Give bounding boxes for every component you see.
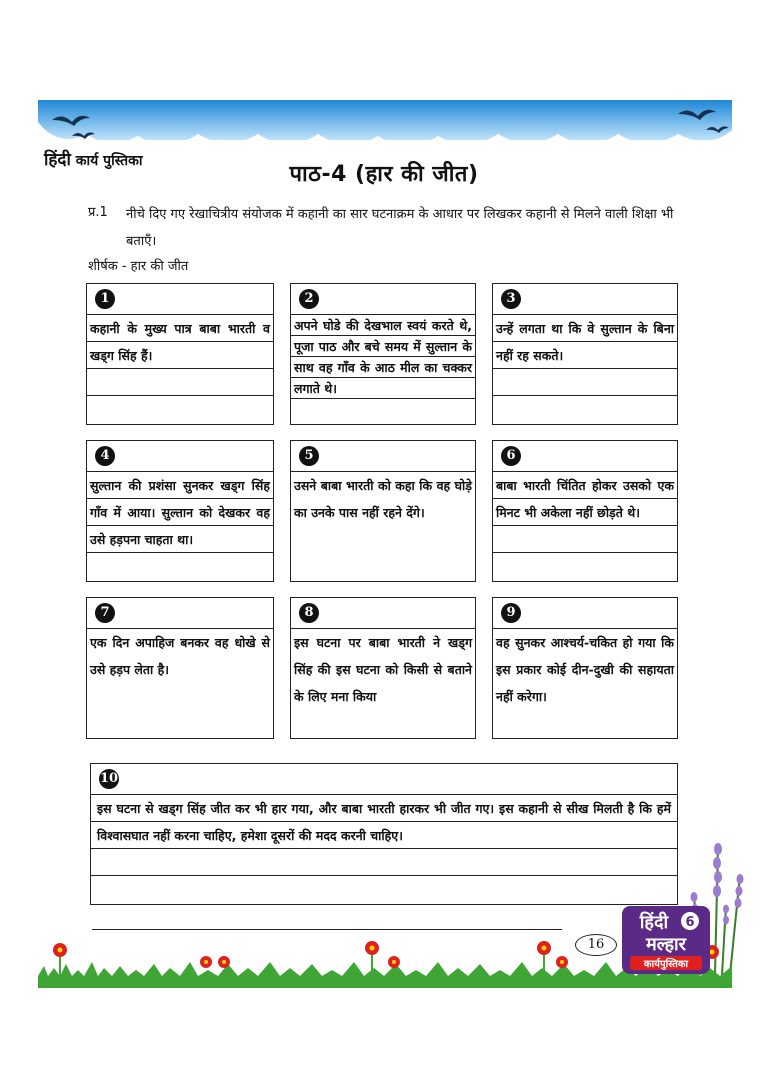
book-logo <box>620 904 712 976</box>
box-text: इस घटना से खड्ग सिंह जीत कर भी हार गया, और बाबा भारती हारकर भी जीत गए। इस कहानी से सीख मिलती है कि हमें विश्वासघात नहीं करना चाहिए, हमेशा दूसरों की मदद करनी चाहिए। <box>97 801 671 843</box>
event-box-5 <box>290 440 476 582</box>
footer-line <box>92 929 562 930</box>
box-text: बाबा भारती चिंतित होकर उसको एक मिनट भी अकेला नहीं छोड़ते थे। <box>496 478 674 520</box>
event-box-3 <box>492 283 678 425</box>
question-text: नीचे दिए गए रेखाचित्रीय संयोजक में कहानी का सार घटनाक्रम के आधार पर लिखकर कहानी से मिलने वाली शिक्षा भी बताएँ। <box>126 207 674 249</box>
box-text: वह सुनकर आश्चर्य-चकित हो गया कि इस प्रकार कोई दीन-दुखी की सहायता नहीं करेगा। <box>496 635 674 704</box>
brand-rest: कार्य पुस्तिका <box>75 153 143 169</box>
question-number: प्र.1 <box>88 205 108 220</box>
box-text: अपने घोडे की देखभाल स्वयं करते थे, पूजा पाठ और बचे समय में सुल्तान के साथ वह गाँव के आठ मील का चक्कर लगाते थे। <box>294 318 472 396</box>
page-title: पाठ-4 (हार की जीत) <box>289 162 479 187</box>
moral-box-10 <box>90 763 678 905</box>
story-heading: शीर्षक - हार की जीत <box>88 259 189 274</box>
box-text: एक दिन अपाहिज बनकर वह धोखे से उसे हड़प लेता है। <box>90 635 270 677</box>
box-number: 8 <box>299 603 319 623</box>
event-box-7 <box>86 597 274 739</box>
box-text: सुल्तान की प्रशंसा सुनकर खड्ग सिंह गाँव में आया। सुल्तान को देखकर वह उसे हड़पना चाहता था। <box>90 478 270 547</box>
event-box-1 <box>86 283 274 425</box>
box-number: 10 <box>99 769 119 789</box>
event-box-9 <box>492 597 678 739</box>
box-text: उसने बाबा भारती को कहा कि वह घोड़े का उनके पास नहीं रहने देंगे। <box>294 478 472 520</box>
box-text: उन्हें लगता था कि वे सुल्तान के बिना नहीं रह सकते। <box>496 321 674 363</box>
box-text: कहानी के मुख्य पात्र बाबा भारती व खड्ग सिंह हैं। <box>90 321 270 363</box>
box-number: 2 <box>299 289 319 309</box>
box-number: 6 <box>501 446 521 466</box>
box-number: 7 <box>95 603 115 623</box>
event-box-6 <box>492 440 678 582</box>
box-number: 5 <box>299 446 319 466</box>
logo-malhar: मल्हार <box>645 934 687 955</box>
page-number: 16 <box>575 934 617 956</box>
logo-class-number: 6 <box>685 915 695 930</box>
logo-hindi: हिंदी <box>639 912 669 933</box>
box-number: 3 <box>501 289 521 309</box>
flower-icon <box>200 956 230 968</box>
box-text: इस घटना पर बाबा भारती ने खड्ग सिंह की इस घटना को किसी से बताने के लिए मना किया <box>294 635 472 704</box>
logo-workbook: कार्यपुस्तिका <box>643 959 689 970</box>
event-box-2 <box>290 283 476 425</box>
event-box-8 <box>290 597 476 739</box>
brand-hindi: हिंदी <box>44 150 71 170</box>
box-number: 1 <box>95 289 115 309</box>
box-number: 4 <box>95 446 115 466</box>
box-number: 9 <box>501 603 521 623</box>
event-box-4 <box>86 440 274 582</box>
